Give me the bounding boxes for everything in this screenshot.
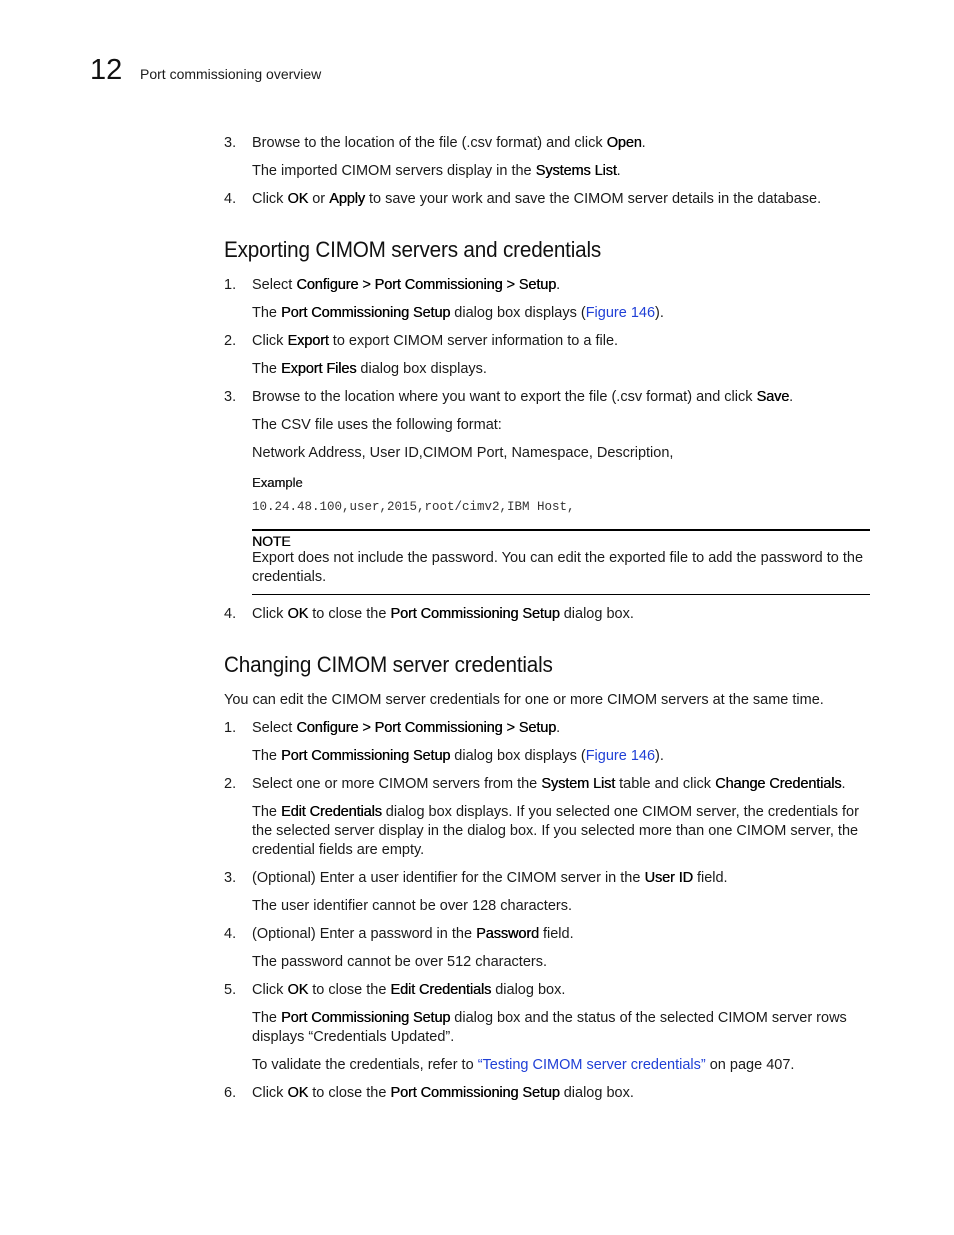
csv-format: Network Address, User ID,CIMOM Port, Namespace, Description,: [252, 445, 674, 461]
ui-label-dialog: Port Commissioning Setup: [281, 305, 451, 321]
section-heading-exporting: Exporting CIMOM servers and credentials: [224, 237, 602, 262]
step-number: 3.: [224, 135, 237, 151]
step-text: Click Export to export CIMOM server information to a file.: [252, 333, 619, 349]
step-text: Click OK to close the Port Commissioning Setup dialog box.: [252, 606, 634, 622]
step-text: (Optional) Enter a password in the Password field.: [252, 926, 574, 942]
step-result: The Export Files dialog box displays.: [252, 361, 487, 377]
csv-intro: The CSV file uses the following format:: [252, 417, 502, 433]
step-text: Click OK or Apply to save your work and save the CIMOM server details in the database.: [252, 191, 822, 207]
section-heading-changing: Changing CIMOM server credentials: [224, 652, 553, 677]
step-number: 6.: [224, 1085, 237, 1101]
ui-label-dialog: Port Commissioning Setup: [390, 606, 560, 622]
step-result: The password cannot be over 512 characters.: [252, 954, 547, 970]
step-number: 2.: [224, 776, 237, 792]
ui-label-ok: OK: [287, 1085, 309, 1101]
ui-label-ok: OK: [287, 606, 309, 622]
step-result: The Port Commissioning Setup dialog box displays (Figure 146).: [252, 305, 664, 321]
ui-label-ok: OK: [287, 191, 309, 207]
example-code: 10.24.48.100,user,2015,root/cimv2,IBM Host,: [252, 500, 575, 514]
note-label: NOTE: [252, 533, 291, 549]
ui-label-change-credentials: Change Credentials: [715, 776, 842, 792]
cross-reference: To validate the credentials, refer to “Testing CIMOM server credentials” on page 407.: [252, 1057, 795, 1073]
step-number: 2.: [224, 333, 237, 349]
note-bottom-rule: [252, 594, 870, 595]
step-text: Select Configure > Port Commissioning > Setup.: [252, 277, 561, 293]
ui-label-edit-credentials: Edit Credentials: [390, 982, 492, 998]
ui-label-apply: Apply: [329, 191, 365, 207]
step-result: The Port Commissioning Setup dialog box displays (Figure 146).: [252, 748, 664, 764]
step-number: 1.: [224, 720, 237, 736]
step-text: Browse to the location where you want to export the file (.csv format) and click Save.: [252, 389, 794, 405]
ui-label-password: Password: [476, 926, 539, 942]
figure-link[interactable]: Figure 146: [585, 305, 656, 321]
ui-label-export: Export: [287, 333, 329, 349]
section-intro: You can edit the CIMOM server credentials for one or more CIMOM servers at the same time.: [224, 692, 824, 708]
step-text: Browse to the location of the file (.csv format) and click Open.: [252, 135, 646, 151]
step-text: Click OK to close the Port Commissioning Setup dialog box.: [252, 1085, 634, 1101]
step-result: The Edit Credentials dialog box displays. If you selected one CIMOM server, the credentials for the selected server display in the dialog box. If you selected more than one CIMOM server, the credential fields are empty.: [252, 804, 859, 858]
step-number: 3.: [224, 389, 237, 405]
step-text: (Optional) Enter a user identifier for the CIMOM server in the User ID field.: [252, 870, 728, 886]
ui-menu-path: Configure > Port Commissioning > Setup: [296, 277, 557, 293]
ui-label-edit-credentials: Edit Credentials: [281, 804, 382, 820]
step-number: 4.: [224, 191, 237, 207]
step-text: Select one or more CIMOM servers from the System List table and click Change Credentials.: [252, 776, 846, 792]
ui-label-dialog: Port Commissioning Setup: [390, 1085, 560, 1101]
testing-credentials-link[interactable]: “Testing CIMOM server credentials”: [477, 1057, 706, 1073]
step-result: The Port Commissioning Setup dialog box and the status of the selected CIMOM server rows displays “Credentials Updated”.: [252, 1010, 847, 1045]
ui-label-export-files: Export Files: [281, 361, 357, 377]
step-number: 1.: [224, 277, 237, 293]
ui-label-system-list: System List: [541, 776, 616, 792]
step-number: 3.: [224, 870, 237, 886]
example-label: Example: [252, 475, 303, 490]
step-result: The user identifier cannot be over 128 characters.: [252, 898, 572, 914]
step-number: 5.: [224, 982, 237, 998]
step-number: 4.: [224, 606, 237, 622]
note-text: Export does not include the password. You can edit the exported file to add the password to the credentials.: [252, 550, 864, 585]
ui-label-open: Open: [606, 135, 642, 151]
ui-label-user-id: User ID: [644, 870, 693, 886]
ui-label-systems-list: Systems List: [535, 163, 617, 179]
ui-label-dialog: Port Commissioning Setup: [281, 1010, 451, 1026]
ui-label-dialog: Port Commissioning Setup: [281, 748, 451, 764]
step-result: The imported CIMOM servers display in the Systems List.: [252, 163, 621, 179]
ui-menu-path: Configure > Port Commissioning > Setup: [296, 720, 557, 736]
step-number: 4.: [224, 926, 237, 942]
figure-link[interactable]: Figure 146: [585, 748, 656, 764]
chapter-number: 12: [90, 54, 123, 86]
running-header: Port commissioning overview: [140, 66, 322, 82]
ui-label-save: Save: [756, 389, 790, 405]
ui-label-ok: OK: [287, 982, 309, 998]
step-text: Click OK to close the Edit Credentials dialog box.: [252, 982, 566, 998]
note-top-rule: [252, 529, 870, 531]
step-text: Select Configure > Port Commissioning > Setup.: [252, 720, 561, 736]
